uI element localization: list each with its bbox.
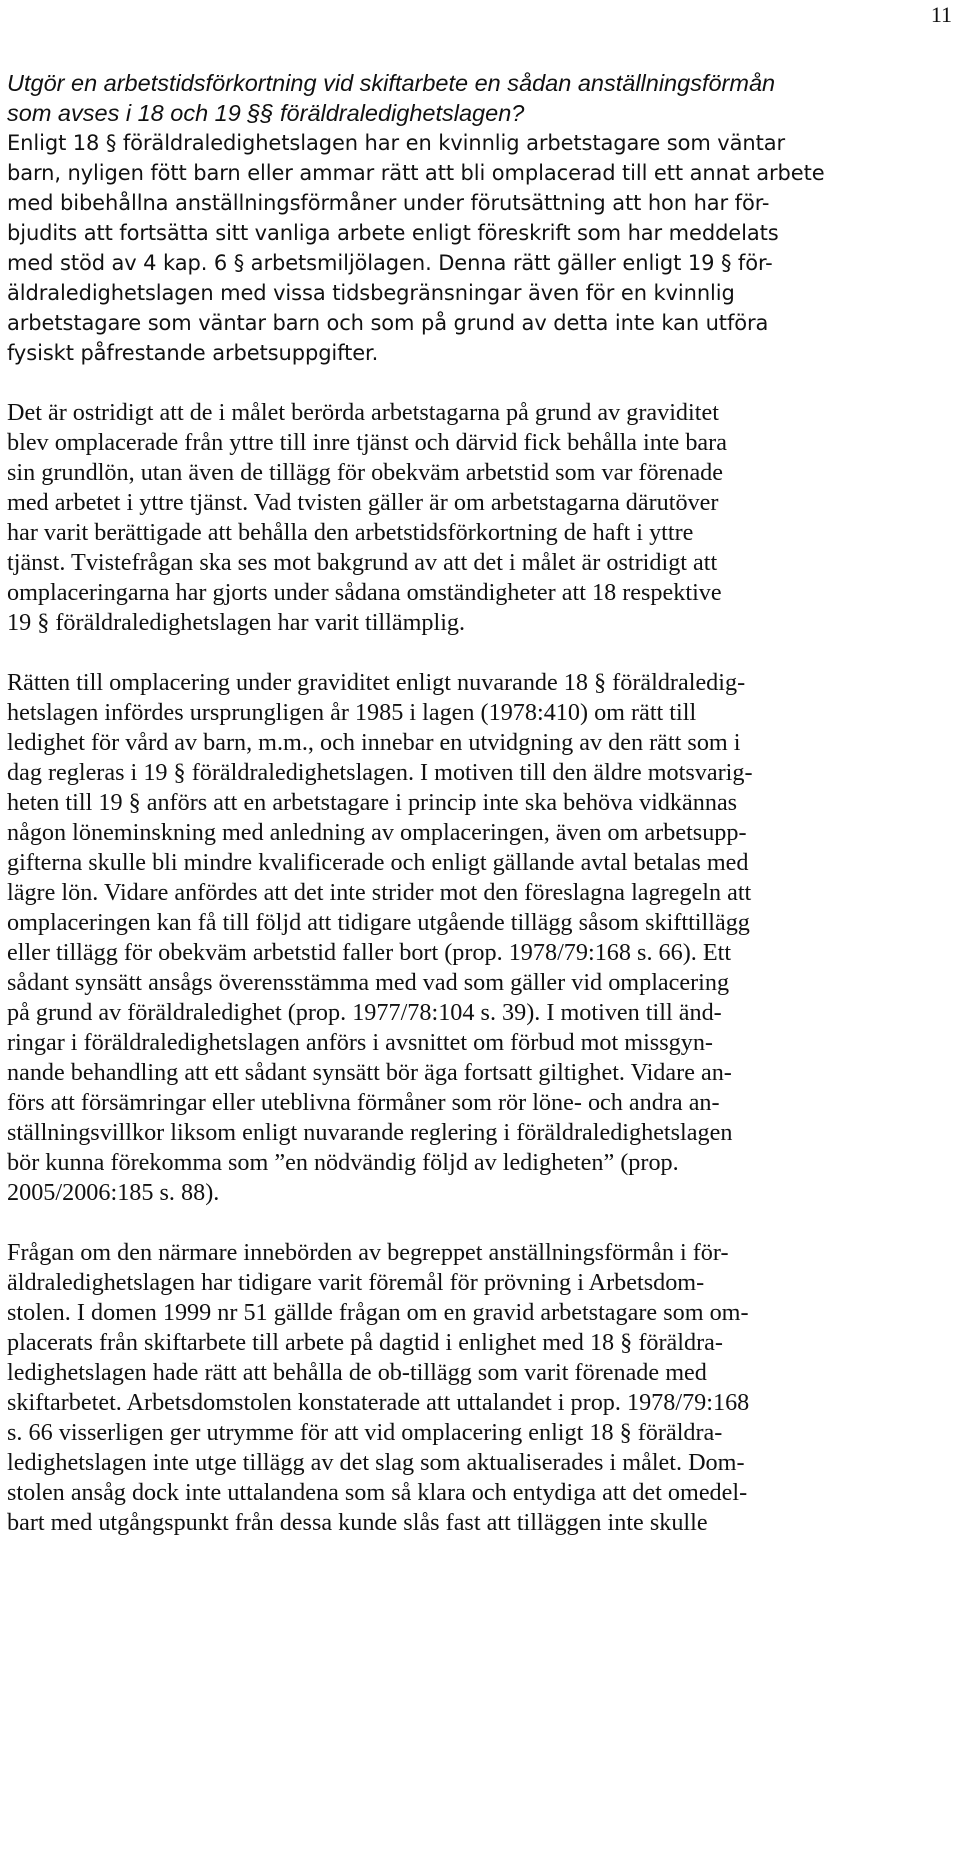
page-number: 11 [930, 2, 952, 27]
section-heading: Utgör en arbetstidsförkortning vid skiftarbete en sådan anställningsförmån som avses i 18 och 19 §§ föräldraledighetslagen? [7, 70, 776, 126]
paragraph-3: Rätten till omplacering under graviditet enligt nuvarande 18 § föräldraledig- hetslagen infördes ursprungligen år 1985 i lagen (1978:410) om rätt till ledighet för vård av barn, m.m., och innebar en utvidgning av den rätt som i dag regleras i 19 § föräldraledighetslagen. I motiven till den äldre motsvarig- heten till 19 § anförs att en arbetstagare i princip inte ska behöva vidkännas någon löneminskning med anledning av omplaceringen, även om arbetsupp- gifterna skulle bli mindre kvalificerade och enligt gällande avtal betalas med lägre lön. Vidare anfördes att det inte strider mot den föreslagna lagregeln att omplaceringen kan få till följd att tidigare utgående tillägg såsom skifttillägg eller tillägg för obekväm arbetstid faller bort (prop. 1978/79:168 s. 66). Ett sådant synsätt ansågs överensstämma med vad som gäller vid omplacering på grund av föräldraledighet (prop. 1977/78:104 s. 39). I motiven till änd- ringar i föräldraledighetslagen anförs i avsnittet om förbud mot missgyn- nande behandling att ett sådant synsätt bör äga fortsatt giltighet. Vidare an- förs att försämringar eller uteblivna förmåner som rör löne- och andra an- ställningsvillkor liksom enligt nuvarande reglering i föräldraledighetslagen bör kunna förekomma som ”en nödvändig följd av ledigheten” (prop. 2005/2006:185 s. 88). [7, 669, 753, 1206]
paragraph-2: Det är ostridigt att de i målet berörda arbetstagarna på grund av graviditet blev omplacerade från yttre till inre tjänst och därvid fick behålla inte bara sin grundlön, utan även de tillägg för obekväm arbetstid som var förenade med arbetet i yttre tjänst. Vad tvisten gäller är om arbetstagarna därutöver har varit berättigade att behålla den arbetstidsförkortning de haft i yttre tjänst. Tvistefrågan ska ses mot bakgrund av att det i målet är ostridigt att omplaceringarna har gjorts under sådana omständigheter att 18 respektive 19 § föräldraledighetslagen har varit tillämplig. [7, 399, 727, 636]
paragraph-1: Enligt 18 § föräldraledighetslagen har en kvinnlig arbetstagare som väntar barn, nyligen fött barn eller ammar rätt att bli omplacerad till ett annat arbete med bibehållna anställningsförmåner under förutsättning att hon har för- bjudits att fortsätta sitt vanliga arbete enligt föreskrift som har meddelats med stöd av 4 kap. 6 § arbetsmiljölagen. Denna rätt gäller enligt 19 § för- äldraledighetslagen med vissa tidsbegränsningar även för en kvinnlig arbetstagare som väntar barn och som på grund av detta inte kan utföra fysiskt påfrestande arbetsuppgifter. [7, 131, 825, 365]
document-body [7, 68, 957, 1568]
paragraph-4: Frågan om den närmare innebörden av begreppet anställningsförmån i för- äldraledighetslagen har tidigare varit föremål för prövning i Arbetsdom- stolen. I domen 1999 nr 51 gällde frågan om en gravid arbetstagare som om- placerats från skiftarbete till arbete på dagtid i enlighet med 18 § föräldra- ledighetslagen hade rätt att behålla de ob-tillägg som varit förenade med skiftarbetet. Arbetsdomstolen konstaterade att uttalandet i prop. 1978/79:168 s. 66 visserligen ger utrymme för att vid omplacering enligt 18 § föräldra- ledighetslagen inte utge tillägg av det slag som aktualiserades i målet. Dom- stolen ansåg dock inte uttalandena som så klara och entydiga att det omedel- bart med utgångspunkt från dessa kunde slås fast att tilläggen inte skulle [7, 1239, 750, 1536]
